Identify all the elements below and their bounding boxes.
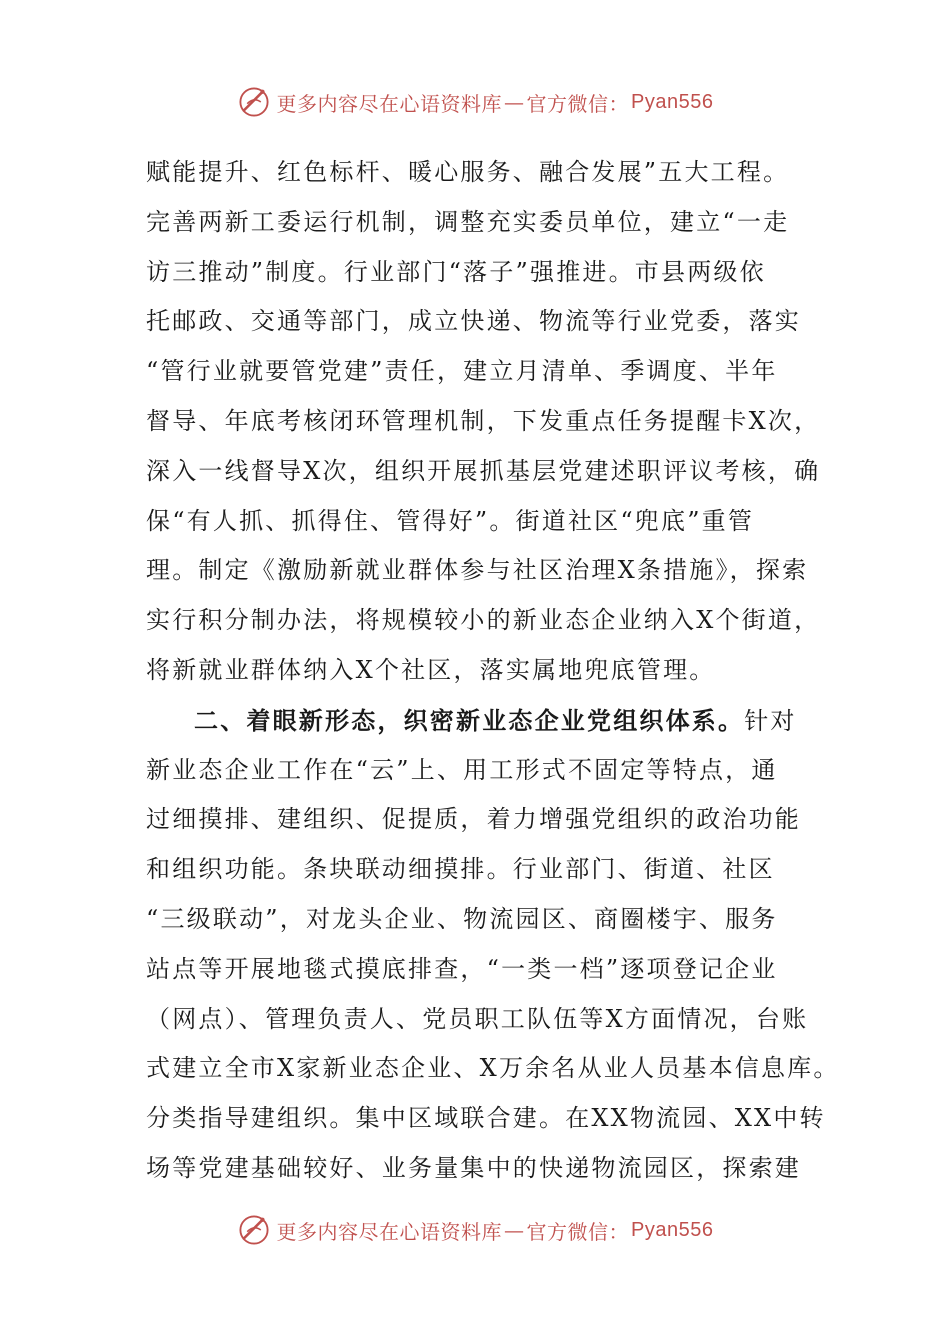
- body-line: “管行业就要管党建”责任，建立月清单、季调度、半年: [146, 357, 778, 386]
- body-line: 督导、年底考核闭环管理机制，下发重点任务提醒卡X次，: [146, 406, 821, 435]
- body-line: 保“有人抓、抓得住、管得好”。街道社区“兜底”重管: [146, 506, 755, 535]
- body-line: “三级联动”，对龙头企业、物流园区、商圈楼宇、服务: [146, 904, 778, 933]
- body-line: 分类指导建组织。集中区域联合建。在XX物流园、XX中转: [146, 1104, 826, 1133]
- body-line: 将新就业群体纳入X个社区，落实属地兜底管理。: [146, 655, 716, 684]
- body-line: 过细摸排、建组织、促提质，着力增强党组织的政治功能: [146, 805, 801, 834]
- header-watermark: [0, 82, 950, 122]
- body-line: 深入一线督导X次，组织开展抓基层党建述职评议考核，确: [146, 456, 821, 485]
- watermark-separator: —: [504, 90, 525, 114]
- body-line: 完善两新工委运行机制，调整充实委员单位，建立“一走: [146, 207, 790, 236]
- document-body: [146, 148, 840, 1194]
- section-heading-tail: 针对: [744, 706, 797, 735]
- watermark-separator: —: [504, 1218, 525, 1242]
- body-line: 站点等开展地毯式摸底排查，“一类一档”逐项登记企业: [146, 954, 778, 983]
- footer-watermark: [0, 1210, 950, 1250]
- body-line: 新业态企业工作在“云”上、用工形式不固定等特点，通: [146, 755, 778, 784]
- body-line: 式建立全市X家新业态企业、X万余名从业人员基本信息库。: [146, 1054, 840, 1083]
- watermark-wechat-id: Pyan556: [631, 1218, 714, 1241]
- watermark-site-text: 更多内容尽在心语资料库: [276, 1219, 503, 1244]
- pen-logo-icon: [237, 85, 271, 119]
- body-line: 托邮政、交通等部门，成立快递、物流等行业党委，落实: [146, 307, 801, 336]
- body-line: 访三推动”制度。行业部门“落子”强推进。市县两级依: [146, 257, 766, 286]
- body-line: 赋能提升、红色标杆、暖心服务、融合发展”五大工程。: [146, 158, 790, 186]
- section-heading-line: [146, 696, 818, 746]
- watermark-wechat-label: 官方微信：: [526, 91, 630, 116]
- body-line: 理。制定《激励新就业群体参与社区治理X条措施》，探索: [146, 556, 809, 585]
- pen-logo-icon: [237, 1213, 271, 1247]
- section-heading: 二、着眼新形态，织密新业态企业党组织体系。: [194, 705, 745, 735]
- body-line: 和组织功能。条块联动细摸排。行业部门、街道、社区: [146, 855, 775, 884]
- watermark-wechat-label: 官方微信：: [526, 1219, 630, 1244]
- body-line: 场等党建基础较好、业务量集中的快递物流园区，探索建: [146, 1153, 801, 1182]
- body-line: 实行积分制办法，将规模较小的新业态企业纳入X个街道，: [146, 606, 821, 635]
- body-line: （网点）、管理负责人、党员职工队伍等X方面情况，台账: [146, 1004, 809, 1033]
- watermark-wechat-id: Pyan556: [631, 90, 714, 113]
- watermark-site-text: 更多内容尽在心语资料库: [276, 91, 503, 116]
